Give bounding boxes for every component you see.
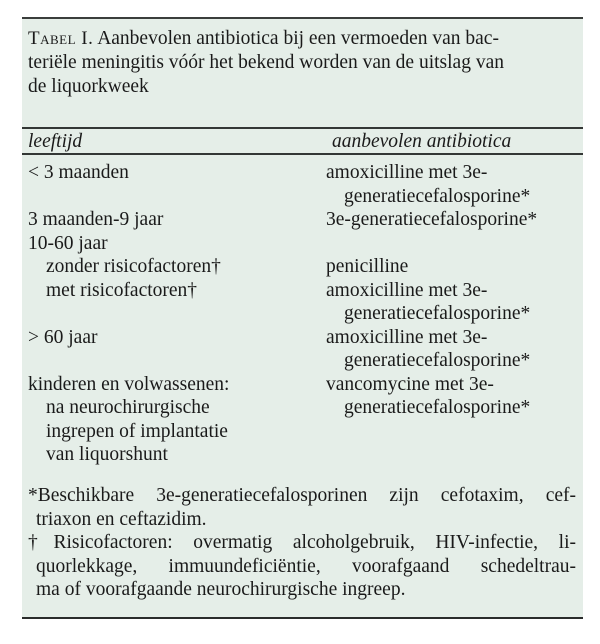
column-header-antibiotics: aanbevolen antibiotica [332, 131, 512, 152]
antibiotics-text: amoxicilline met 3e- [326, 162, 488, 183]
antibiotics-text: generatiecefalosporine* [344, 303, 531, 324]
age-text: kinderen en volwassenen: [28, 373, 230, 395]
table-row [22, 161, 583, 208]
table-row [22, 326, 583, 373]
age-cell [22, 208, 326, 232]
table-footnotes [28, 484, 576, 602]
antibiotics-cell [326, 255, 576, 279]
age-text: < 3 maanden [28, 162, 129, 183]
caption-line-2: teriële meningitis vóór het bekend worden van de uitslag van [28, 52, 504, 73]
antibiotics-cell [326, 208, 576, 232]
age-text: > 60 jaar [28, 326, 98, 348]
antibiotics-cell [326, 373, 576, 467]
table-label: Tabel I. [28, 28, 94, 49]
table-panel [22, 17, 583, 619]
table-row [22, 279, 583, 326]
footnote-asterisk [28, 484, 576, 531]
age-text: na neurochirurgische [46, 397, 210, 418]
age-text: 10-60 jaar [28, 232, 108, 254]
footnote-line: triaxon en ceftazidim. [36, 508, 207, 530]
age-text: zonder risicofactoren† [46, 256, 221, 277]
antibiotics-cell [326, 326, 576, 373]
header-divider [22, 153, 583, 155]
age-cell [22, 373, 326, 467]
antibiotics-text: penicilline [326, 256, 409, 277]
antibiotics-text: generatiecefalosporine* [344, 397, 531, 418]
footnote-line: ma of voorafgaande neurochirurgische ingreep. [36, 579, 406, 600]
caption-divider [22, 127, 583, 129]
table-caption [28, 27, 576, 99]
antibiotics-text: generatiecefalosporine* [344, 350, 531, 371]
footnote-line: *Beschikbare 3e-generatiecefalosporinen zijn cefotaxim, cef- [28, 485, 576, 506]
column-header-age: leeftijd [28, 131, 83, 152]
antibiotics-text: generatiecefalosporine* [344, 185, 531, 207]
table-row [22, 232, 583, 256]
footnote-line: †Risicofactoren: overmatig alcoholgebruik, HIV-infectie, li- [28, 532, 576, 553]
age-cell [22, 279, 326, 326]
caption-line-1: Aanbevolen antibiotica bij een vermoeden van bac- [97, 28, 499, 49]
age-text: ingrepen of implantatie [46, 420, 228, 442]
caption-line-3: de liquorkweek [28, 76, 149, 97]
antibiotics-text: amoxicilline met 3e- [326, 279, 488, 301]
age-cell [22, 326, 326, 373]
footnote-dagger [28, 531, 576, 602]
age-cell [22, 161, 326, 208]
antibiotics-cell [326, 161, 576, 208]
table-row [22, 255, 583, 279]
antibiotics-cell [326, 279, 576, 326]
table-row [22, 373, 583, 467]
table-row [22, 208, 583, 232]
age-text: 3 maanden-9 jaar [28, 209, 164, 230]
age-cell [22, 232, 326, 256]
age-text: met risicofactoren† [46, 279, 198, 301]
footnote-line: quorlekkage, immuundeficiëntie, voorafgaand schedeltrau- [36, 555, 576, 577]
antibiotics-text: 3e-generatiecefalosporine* [326, 209, 538, 230]
age-cell [22, 255, 326, 279]
antibiotics-cell [326, 232, 576, 256]
antibiotics-text: vancomycine met 3e- [326, 373, 494, 395]
antibiotics-text: amoxicilline met 3e- [326, 326, 488, 348]
age-text: van liquorshunt [46, 444, 168, 465]
table-body [22, 161, 583, 467]
